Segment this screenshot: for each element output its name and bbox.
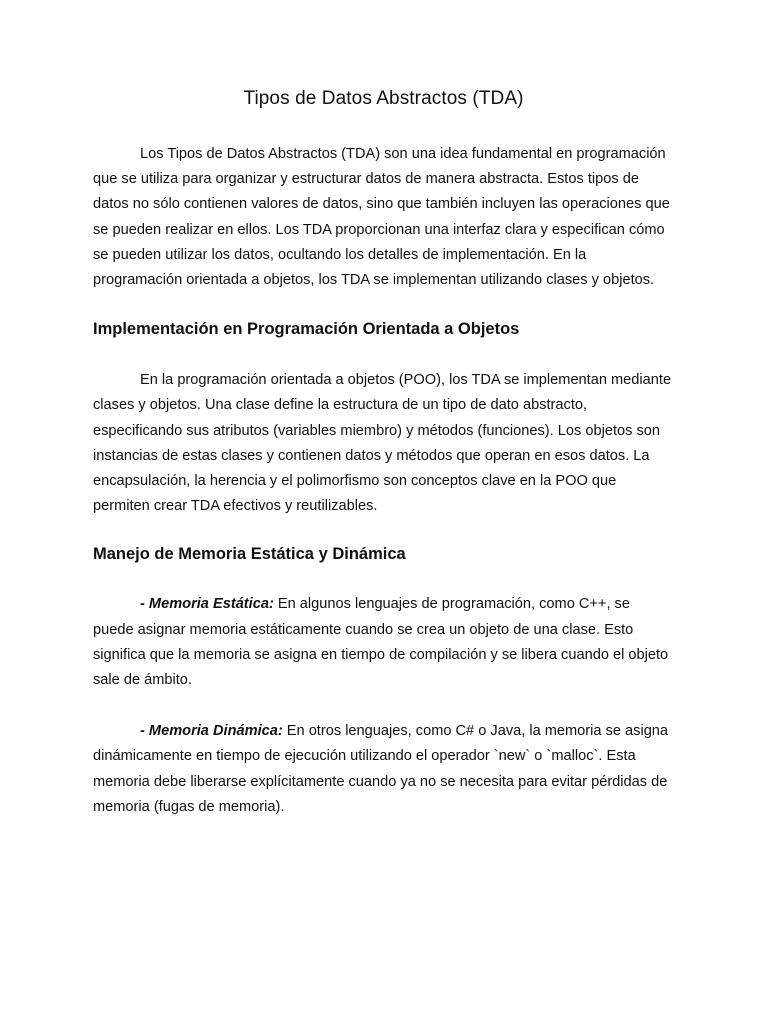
section-heading-poo: Implementación en Programación Orientada a Objetos [93,320,520,339]
memoria-dinamica-term: - Memoria Dinámica: [140,723,283,740]
memoria-dinamica-text: En otros lenguajes, como C# o Java, la memoria se asigna dinámicamente en tiempo de ejecución utilizando el operador `new` o `malloc`. Esta memoria debe liberarse explícitamente cuando ya no se necesita para evitar pérdidas de memoria (fugas de memoria). [93,723,669,815]
memoria-dinamica-paragraph [93,719,674,820]
memoria-estatica-paragraph [93,592,674,693]
document-title: Tipos de Datos Abstractos (TDA) [243,88,524,109]
memoria-estatica-term: - Memoria Estática: [140,596,274,613]
intro-paragraph: Los Tipos de Datos Abstractos (TDA) son una idea fundamental en programación que se utiliza para organizar y estructurar datos de manera abstracta. Estos tipos de datos no sólo contienen valores de datos, sino que también incluyen las operaciones que se pueden realizar en ellos. Los TDA proporcionan una interfaz clara y especifican cómo se pueden utilizar los datos, ocultando los detalles de implementación. En la programación orientada a objetos, los TDA se implementan utilizando clases y objetos. [93,146,670,289]
memoria-estatica-text: En algunos lenguajes de programación, como C++, se puede asignar memoria estáticamente cuando se crea un objeto de una clase. Esto significa que la memoria se asigna en tiempo de compilación y se libera cuando el objeto sale de ámbito. [93,596,669,689]
section-heading-memoria: Manejo de Memoria Estática y Dinámica [93,545,406,564]
poo-paragraph: En la programación orientada a objetos (POO), los TDA se implementan mediante clases y objetos. Una clase define la estructura de un tipo de dato abstracto, especificando sus atributos (variables miembro) y métodos (funciones). Los objetos son instancias de estas clases y contienen datos y métodos que operan en esos datos. La encapsulación, la herencia y el polimorfismo son conceptos clave en la POO que permiten crear TDA efectivos y reutilizables. [93,372,672,515]
